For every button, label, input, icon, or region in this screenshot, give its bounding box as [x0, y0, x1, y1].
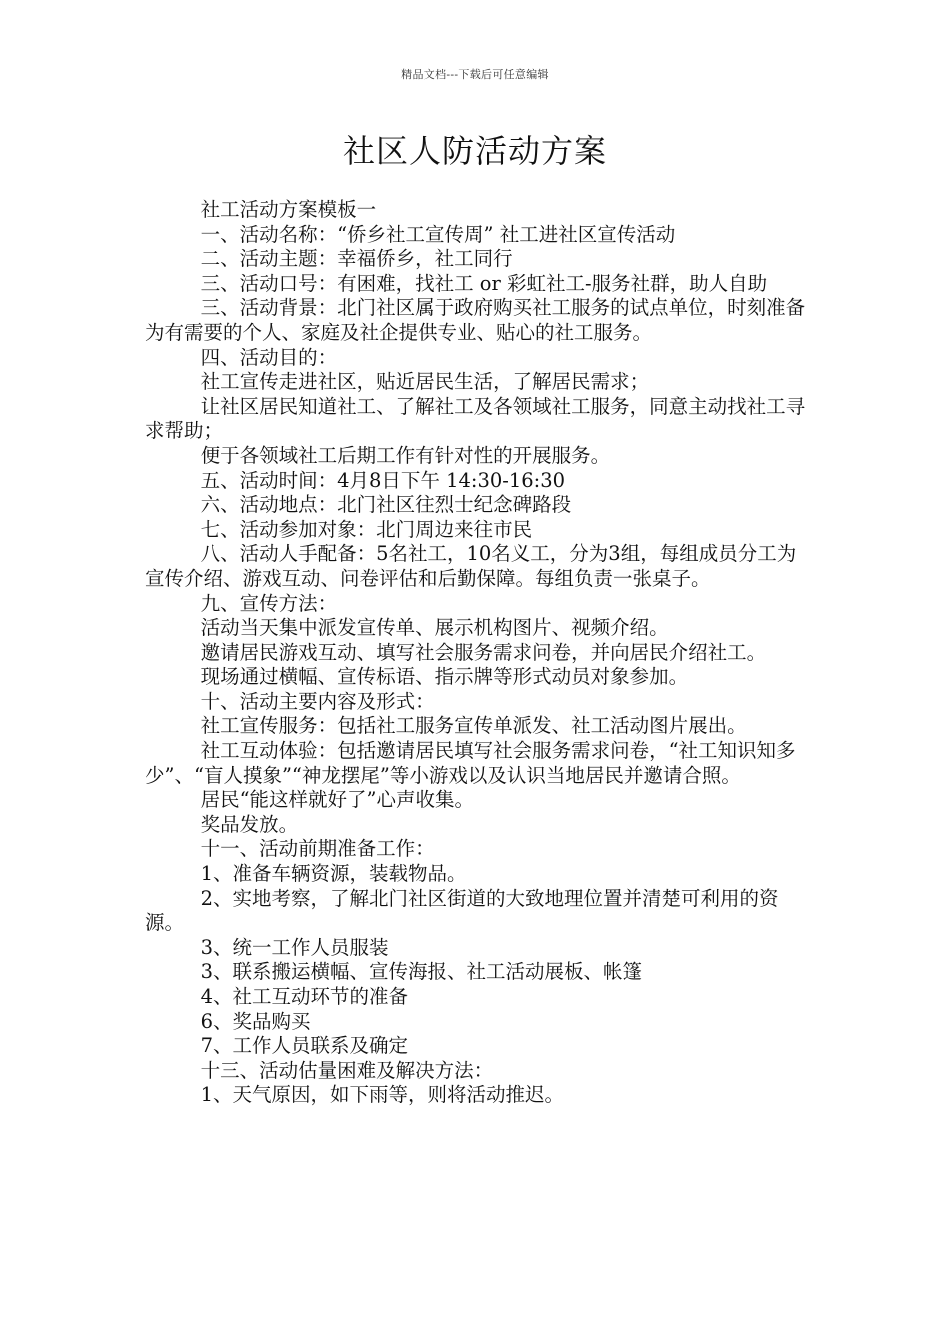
paragraph: 7、工作人员联系及确定 [200, 1034, 408, 1058]
paragraph: 二、活动主题：幸福侨乡，社工同行 [200, 247, 513, 271]
paragraph: 便于各领域社工后期工作有针对性的开展服务。 [200, 443, 611, 467]
paragraph: 1、天气原因，如下雨等，则将活动推迟。 [200, 1083, 564, 1107]
paragraph: 四、活动目的： [200, 345, 338, 369]
paragraph: 七、活动参加对象：北门周边来往市民 [200, 517, 533, 541]
paragraph: 六、活动地点：北门社区往烈士纪念碑路段 [200, 493, 572, 517]
paragraph: 社工互动体验：包括邀请居民填写社会服务需求问卷，“社工知识知多少”、“盲人摸象”“神龙摆尾”等小游戏以及认识当地居民并邀请合照。 [145, 739, 796, 787]
paragraph: 4、社工互动环节的准备 [200, 985, 408, 1008]
paragraph: 2、实地考察，了解北门社区街道的大致地理位置并清楚可利用的资源。 [145, 886, 779, 935]
paragraph: 3、联系搬运横幅、宣传海报、社工活动展板、帐篷 [200, 960, 642, 984]
paragraph: 一、活动名称：“侨乡社工宣传周” 社工进社区宣传活动 [200, 222, 676, 246]
paragraph: 社工宣传服务：包括社工服务宣传单派发、社工活动图片展出。 [200, 714, 747, 738]
header-note: 精品文档---下载后可任意编辑 [401, 68, 549, 81]
paragraph: 十一、活动前期准备工作： [200, 837, 435, 861]
paragraph: 八、活动人手配备：5名社工，10名义工，分为3组，每组成员分工为宣传介绍、游戏互动、问卷评估和后勤保障。每组负责一张桌子。 [145, 542, 797, 590]
paragraph: 社工活动方案模板一 [200, 198, 377, 221]
paragraph: 活动当天集中派发宣传单、展示机构图片、视频介绍。 [200, 616, 669, 640]
paragraph: 现场通过横幅、宣传标语、指示牌等形式动员对象参加。 [200, 665, 689, 689]
paragraph: 十三、活动估量困难及解决方法： [200, 1058, 494, 1082]
paragraph: 让社区居民知道社工、了解社工及各领域社工服务，同意主动找社工寻求帮助； [145, 394, 806, 443]
paragraph: 居民“能这样就好了”心声收集。 [200, 788, 475, 812]
paragraph: 五、活动时间：4月8日下午 14:30-16:30 [200, 468, 566, 492]
paragraph: 九、宣传方法： [200, 591, 338, 615]
paragraph: 邀请居民游戏互动、填写社会服务需求问卷，并向居民介绍社工。 [200, 640, 767, 664]
paragraph: 奖品发放。 [200, 812, 299, 836]
paragraph: 3、统一工作人员服装 [200, 935, 389, 959]
document-body [145, 198, 813, 1108]
paragraph: 6、奖品购买 [200, 1009, 311, 1033]
paragraph: 1、准备车辆资源，装载物品。 [200, 862, 467, 886]
paragraph: 十、活动主要内容及形式： [200, 689, 435, 713]
paragraph: 三、活动背景：北门社区属于政府购买社工服务的试点单位，时刻准备为有需要的个人、家庭及社企提供专业、贴心的社工服务。 [145, 296, 806, 344]
paragraph: 三、活动口号：有困难，找社工 or 彩虹社工-服务社群，助人自助 [200, 271, 768, 295]
page-title: 社区人防活动方案 [342, 132, 607, 170]
paragraph: 社工宣传走进社区，贴近居民生活，了解居民需求； [200, 370, 650, 394]
